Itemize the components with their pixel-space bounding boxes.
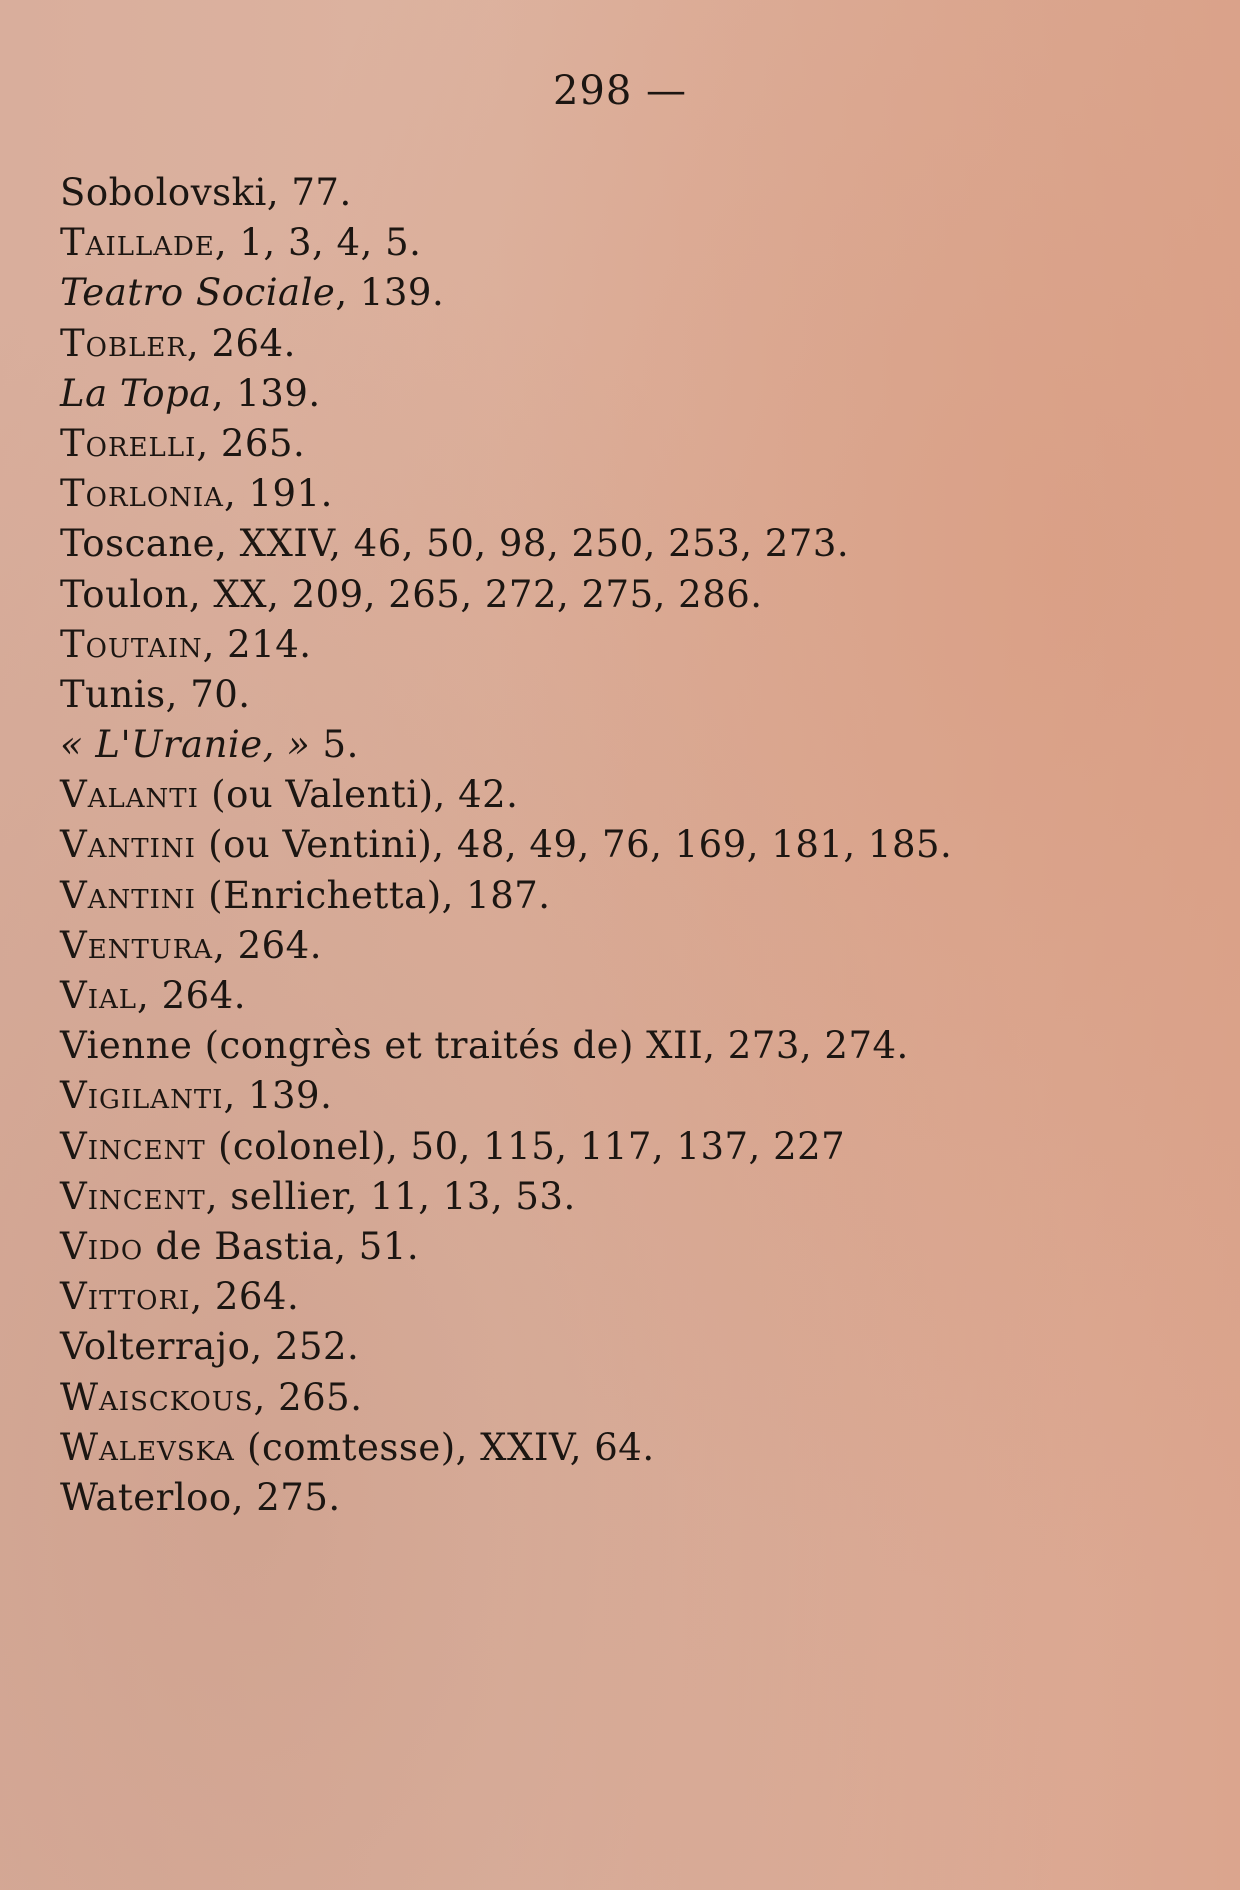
- entry-references: , 264.: [137, 974, 246, 1017]
- index-entry: [60, 1322, 1180, 1372]
- entry-heading: Waisckous: [60, 1375, 254, 1419]
- index-entry: [60, 1222, 1180, 1272]
- entry-references: , 1, 3, 4, 5.: [214, 221, 422, 265]
- entry-heading: Toscane: [60, 522, 216, 566]
- index-entry: [60, 1021, 1180, 1071]
- index-entry: [60, 1373, 1180, 1423]
- index-entry: [60, 319, 1180, 369]
- index-entry: [60, 168, 1180, 218]
- entry-references: , 275.: [231, 1475, 341, 1519]
- entry-references: , 264.: [190, 1275, 300, 1319]
- index-entry: [60, 1473, 1180, 1523]
- entry-heading: Vantini: [60, 873, 196, 917]
- entry-references: , 70.: [165, 672, 251, 716]
- index-entry: [60, 1172, 1180, 1222]
- entry-heading: Vienne: [60, 1024, 193, 1068]
- entry-references: , 77.: [266, 171, 352, 214]
- index-entry: [60, 971, 1180, 1021]
- entry-references: , 265.: [253, 1375, 363, 1419]
- entry-heading: Valanti: [60, 773, 199, 817]
- entry-heading: La Topa: [60, 371, 212, 415]
- index-entry: [60, 570, 1180, 620]
- index-entry: [60, 419, 1180, 469]
- entry-references: , XXIV, 46, 50, 98, 250, 253, 273.: [215, 522, 850, 566]
- entry-heading: Toulon: [60, 572, 189, 616]
- index-entry: [60, 268, 1180, 318]
- entry-heading: Torlonia: [60, 472, 224, 516]
- entry-references: 5.: [310, 723, 359, 767]
- entry-references: , 252.: [250, 1325, 360, 1369]
- entry-heading: Toutain: [60, 622, 203, 666]
- index-entry: [60, 1272, 1180, 1322]
- entry-references: (congrès et traités de) XII, 273, 274.: [192, 1024, 909, 1068]
- index-entry: [60, 871, 1180, 921]
- entry-references: (comtesse), XXIV, 64.: [234, 1425, 655, 1469]
- index-entry: [60, 469, 1180, 519]
- entry-heading: Tunis: [60, 672, 166, 716]
- entry-heading: Sobolovski: [60, 171, 267, 214]
- entry-heading: Taillade: [60, 221, 215, 265]
- entry-references: (Enrichetta), 187.: [195, 873, 551, 917]
- index-entry: [60, 921, 1180, 971]
- entry-references: , 264.: [213, 923, 322, 967]
- entry-heading: « L'Uranie, »: [60, 723, 311, 767]
- index-entry: [60, 620, 1180, 670]
- entry-references: (colonel), 50, 115, 117, 137, 227: [205, 1124, 846, 1168]
- index-entry: [60, 519, 1180, 569]
- index-entry: [60, 1423, 1180, 1473]
- entry-references: , 139.: [335, 271, 445, 315]
- index-entry: [60, 770, 1180, 820]
- entry-references: , XX, 209, 265, 272, 275, 286.: [188, 572, 763, 616]
- entry-references: , 139.: [223, 1074, 333, 1118]
- entry-heading: Vittori: [60, 1275, 191, 1319]
- index-entry: [60, 369, 1180, 419]
- entry-heading: Teatro Sociale: [60, 271, 336, 315]
- entry-references: , 265.: [196, 421, 306, 465]
- entry-references: de Bastia, 51.: [143, 1224, 420, 1268]
- entry-heading: Vincent: [60, 1174, 206, 1218]
- entry-heading: Vial: [60, 974, 138, 1017]
- entry-heading: Torelli: [60, 421, 197, 465]
- entry-heading: Vido: [60, 1224, 144, 1268]
- entry-references: , sellier, 11, 13, 53.: [205, 1174, 576, 1218]
- entry-heading: Waterloo: [60, 1475, 232, 1519]
- page-number-header: 298 —: [552, 68, 688, 114]
- index-list: [60, 168, 1180, 1523]
- entry-heading: Walevska: [60, 1425, 235, 1469]
- index-entry: [60, 1071, 1180, 1121]
- index-entry: [60, 218, 1180, 268]
- entry-heading: Vincent: [60, 1124, 206, 1168]
- entry-references: , 264.: [186, 321, 296, 365]
- entry-references: (ou Valenti), 42.: [198, 773, 519, 817]
- index-entry: [60, 720, 1180, 770]
- index-entry: [60, 670, 1180, 720]
- entry-references: , 191.: [223, 472, 333, 516]
- entry-references: , 139.: [211, 371, 321, 415]
- index-entry: [60, 1122, 1180, 1172]
- entry-heading: Ventura: [60, 923, 214, 967]
- entry-heading: Tobler: [60, 321, 187, 365]
- entry-heading: Vantini: [60, 823, 196, 867]
- entry-heading: Vigilanti: [60, 1074, 224, 1118]
- entry-references: (ou Ventini), 48, 49, 76, 169, 181, 185.: [195, 823, 953, 867]
- index-entry: [60, 820, 1180, 870]
- entry-heading: Volterrajo: [60, 1325, 251, 1369]
- entry-references: , 214.: [202, 622, 312, 666]
